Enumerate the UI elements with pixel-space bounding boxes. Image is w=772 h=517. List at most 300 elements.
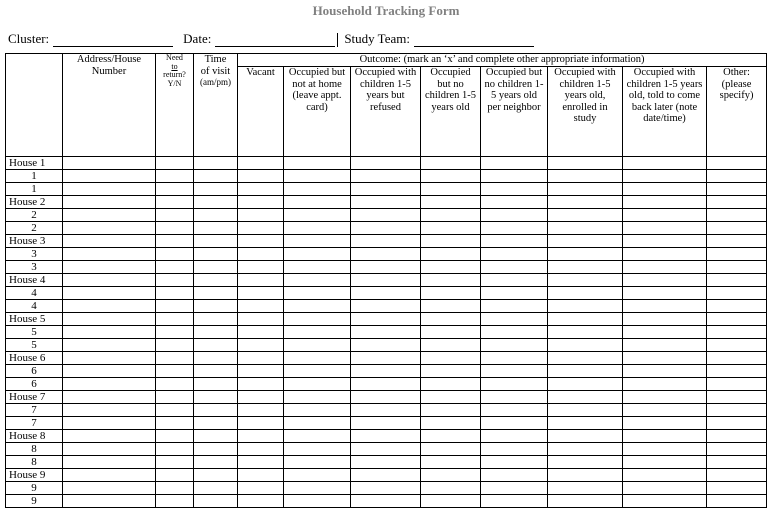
empty-cell bbox=[548, 222, 623, 235]
empty-cell bbox=[351, 313, 421, 326]
empty-cell bbox=[63, 313, 156, 326]
empty-cell bbox=[481, 313, 548, 326]
empty-cell bbox=[194, 326, 238, 339]
table-row-visit bbox=[6, 404, 767, 417]
empty-cell bbox=[156, 378, 194, 391]
empty-cell bbox=[284, 352, 351, 365]
empty-cell bbox=[548, 339, 623, 352]
empty-cell bbox=[238, 157, 284, 170]
empty-cell bbox=[351, 157, 421, 170]
empty-cell bbox=[284, 495, 351, 508]
empty-cell bbox=[63, 417, 156, 430]
empty-cell bbox=[284, 300, 351, 313]
empty-cell bbox=[156, 326, 194, 339]
empty-cell bbox=[707, 404, 767, 417]
empty-cell bbox=[238, 495, 284, 508]
empty-cell bbox=[284, 183, 351, 196]
empty-cell bbox=[548, 365, 623, 378]
empty-cell bbox=[238, 482, 284, 495]
empty-cell bbox=[156, 235, 194, 248]
empty-cell bbox=[351, 495, 421, 508]
empty-cell bbox=[284, 274, 351, 287]
empty-cell bbox=[421, 287, 481, 300]
empty-cell bbox=[284, 326, 351, 339]
empty-cell bbox=[284, 404, 351, 417]
row-label: House 3 bbox=[6, 235, 63, 248]
col-header-no-children: Occupied but no children 1-5 years old bbox=[421, 67, 481, 157]
empty-cell bbox=[238, 430, 284, 443]
empty-cell bbox=[156, 222, 194, 235]
empty-cell bbox=[194, 404, 238, 417]
table-row-visit bbox=[6, 170, 767, 183]
row-label: 7 bbox=[6, 417, 63, 430]
empty-cell bbox=[548, 417, 623, 430]
empty-cell bbox=[63, 404, 156, 417]
empty-cell bbox=[238, 326, 284, 339]
empty-cell bbox=[238, 222, 284, 235]
empty-cell bbox=[707, 300, 767, 313]
empty-cell bbox=[63, 261, 156, 274]
outcome-header: Outcome: (mark an ‘x’ and complete other appropriate information) bbox=[238, 54, 767, 67]
empty-cell bbox=[421, 404, 481, 417]
empty-cell bbox=[351, 339, 421, 352]
row-label: House 7 bbox=[6, 391, 63, 404]
col-header-occupied-not-home: Occupied but not at home (leave appt. card) bbox=[284, 67, 351, 157]
empty-cell bbox=[623, 378, 707, 391]
empty-cell bbox=[421, 157, 481, 170]
empty-cell bbox=[421, 300, 481, 313]
empty-cell bbox=[351, 469, 421, 482]
tracking-table bbox=[5, 53, 767, 508]
empty-cell bbox=[623, 196, 707, 209]
row-label: 7 bbox=[6, 404, 63, 417]
empty-cell bbox=[63, 287, 156, 300]
table-row-visit bbox=[6, 222, 767, 235]
table-row-visit bbox=[6, 339, 767, 352]
table-row-house bbox=[6, 313, 767, 326]
empty-cell bbox=[481, 443, 548, 456]
empty-cell bbox=[421, 430, 481, 443]
empty-cell bbox=[156, 170, 194, 183]
empty-cell bbox=[707, 482, 767, 495]
empty-cell bbox=[548, 287, 623, 300]
empty-cell bbox=[623, 443, 707, 456]
empty-cell bbox=[194, 365, 238, 378]
empty-cell bbox=[481, 469, 548, 482]
empty-cell bbox=[63, 339, 156, 352]
empty-cell bbox=[421, 170, 481, 183]
empty-cell bbox=[623, 209, 707, 222]
row-label: 3 bbox=[6, 248, 63, 261]
empty-cell bbox=[238, 261, 284, 274]
empty-cell bbox=[707, 183, 767, 196]
empty-cell bbox=[351, 222, 421, 235]
empty-cell bbox=[548, 495, 623, 508]
row-label: 4 bbox=[6, 300, 63, 313]
empty-cell bbox=[548, 170, 623, 183]
empty-cell bbox=[481, 326, 548, 339]
empty-cell bbox=[156, 469, 194, 482]
empty-cell bbox=[194, 430, 238, 443]
empty-cell bbox=[351, 235, 421, 248]
cluster-blank-line bbox=[53, 34, 173, 47]
empty-cell bbox=[481, 417, 548, 430]
row-label: 3 bbox=[6, 261, 63, 274]
empty-cell bbox=[63, 300, 156, 313]
empty-cell bbox=[548, 157, 623, 170]
empty-cell bbox=[238, 417, 284, 430]
empty-cell bbox=[284, 157, 351, 170]
empty-cell bbox=[707, 209, 767, 222]
empty-cell bbox=[284, 287, 351, 300]
empty-cell bbox=[707, 391, 767, 404]
empty-cell bbox=[481, 339, 548, 352]
empty-cell bbox=[156, 300, 194, 313]
empty-cell bbox=[194, 274, 238, 287]
empty-cell bbox=[238, 391, 284, 404]
empty-cell bbox=[156, 339, 194, 352]
empty-cell bbox=[238, 456, 284, 469]
empty-cell bbox=[707, 339, 767, 352]
empty-cell bbox=[481, 365, 548, 378]
table-row-house bbox=[6, 469, 767, 482]
empty-cell bbox=[481, 495, 548, 508]
empty-cell bbox=[351, 170, 421, 183]
empty-cell bbox=[156, 482, 194, 495]
empty-cell bbox=[238, 339, 284, 352]
tab-divider bbox=[337, 33, 338, 47]
empty-cell bbox=[63, 482, 156, 495]
empty-cell bbox=[548, 469, 623, 482]
empty-cell bbox=[156, 183, 194, 196]
empty-cell bbox=[481, 430, 548, 443]
empty-cell bbox=[481, 222, 548, 235]
empty-cell bbox=[63, 469, 156, 482]
empty-cell bbox=[421, 482, 481, 495]
empty-cell bbox=[421, 443, 481, 456]
empty-cell bbox=[194, 222, 238, 235]
table-row-visit bbox=[6, 183, 767, 196]
empty-cell bbox=[238, 352, 284, 365]
empty-cell bbox=[156, 404, 194, 417]
empty-cell bbox=[194, 417, 238, 430]
empty-cell bbox=[194, 352, 238, 365]
empty-cell bbox=[284, 248, 351, 261]
table-row-visit bbox=[6, 326, 767, 339]
empty-cell bbox=[156, 196, 194, 209]
empty-cell bbox=[351, 183, 421, 196]
empty-cell bbox=[63, 391, 156, 404]
empty-cell bbox=[548, 443, 623, 456]
empty-cell bbox=[481, 170, 548, 183]
empty-cell bbox=[284, 456, 351, 469]
col-header-other-specify: Other: (please specify) bbox=[707, 67, 767, 157]
table-row-house bbox=[6, 157, 767, 170]
empty-cell bbox=[707, 326, 767, 339]
empty-cell bbox=[238, 170, 284, 183]
empty-cell bbox=[421, 365, 481, 378]
empty-cell bbox=[194, 300, 238, 313]
row-label: House 6 bbox=[6, 352, 63, 365]
row-label: House 4 bbox=[6, 274, 63, 287]
empty-cell bbox=[623, 417, 707, 430]
need-to-return-text: Need to return? Y/N bbox=[163, 53, 186, 88]
empty-cell bbox=[194, 170, 238, 183]
empty-cell bbox=[63, 209, 156, 222]
empty-cell bbox=[421, 469, 481, 482]
table-row-visit bbox=[6, 248, 767, 261]
empty-cell bbox=[623, 482, 707, 495]
empty-cell bbox=[284, 339, 351, 352]
date-label: Date: bbox=[183, 31, 212, 46]
empty-cell bbox=[194, 456, 238, 469]
empty-cell bbox=[481, 456, 548, 469]
empty-cell bbox=[623, 456, 707, 469]
empty-cell bbox=[284, 235, 351, 248]
empty-cell bbox=[351, 287, 421, 300]
empty-cell bbox=[481, 196, 548, 209]
date-field bbox=[183, 31, 335, 47]
row-label: House 9 bbox=[6, 469, 63, 482]
empty-cell bbox=[707, 248, 767, 261]
empty-cell bbox=[481, 287, 548, 300]
empty-cell bbox=[351, 365, 421, 378]
empty-cell bbox=[351, 404, 421, 417]
empty-cell bbox=[623, 157, 707, 170]
empty-cell bbox=[421, 495, 481, 508]
empty-cell bbox=[351, 300, 421, 313]
empty-cell bbox=[284, 365, 351, 378]
empty-cell bbox=[623, 313, 707, 326]
outcome-header-row bbox=[6, 54, 767, 67]
empty-cell bbox=[351, 417, 421, 430]
empty-cell bbox=[63, 365, 156, 378]
empty-cell bbox=[351, 352, 421, 365]
table-row-visit bbox=[6, 443, 767, 456]
col-header-address-house-number: Address/House Number bbox=[63, 54, 156, 157]
empty-cell bbox=[623, 469, 707, 482]
row-label: House 5 bbox=[6, 313, 63, 326]
empty-cell bbox=[284, 313, 351, 326]
empty-cell bbox=[548, 209, 623, 222]
empty-cell bbox=[707, 365, 767, 378]
row-label: 5 bbox=[6, 326, 63, 339]
col-header-vacant: Vacant bbox=[238, 67, 284, 157]
empty-cell bbox=[194, 482, 238, 495]
table-row-visit bbox=[6, 300, 767, 313]
empty-cell bbox=[548, 482, 623, 495]
empty-cell bbox=[548, 391, 623, 404]
cluster-label: Cluster: bbox=[8, 31, 50, 46]
empty-cell bbox=[63, 157, 156, 170]
empty-cell bbox=[548, 404, 623, 417]
empty-cell bbox=[284, 443, 351, 456]
empty-cell bbox=[481, 482, 548, 495]
empty-cell bbox=[421, 261, 481, 274]
date-blank-line bbox=[215, 34, 335, 47]
empty-cell bbox=[481, 183, 548, 196]
empty-cell bbox=[156, 417, 194, 430]
empty-cell bbox=[481, 300, 548, 313]
empty-cell bbox=[421, 222, 481, 235]
empty-cell bbox=[238, 248, 284, 261]
empty-cell bbox=[63, 274, 156, 287]
table-row-visit bbox=[6, 495, 767, 508]
empty-cell bbox=[284, 170, 351, 183]
empty-cell bbox=[623, 222, 707, 235]
empty-cell bbox=[284, 469, 351, 482]
empty-cell bbox=[421, 313, 481, 326]
empty-cell bbox=[156, 495, 194, 508]
empty-cell bbox=[238, 469, 284, 482]
empty-cell bbox=[284, 430, 351, 443]
empty-cell bbox=[548, 313, 623, 326]
empty-cell bbox=[238, 196, 284, 209]
empty-cell bbox=[421, 378, 481, 391]
form-fields-row bbox=[8, 31, 772, 47]
table-row-visit bbox=[6, 365, 767, 378]
table-row-house bbox=[6, 235, 767, 248]
empty-cell bbox=[156, 248, 194, 261]
empty-cell bbox=[623, 404, 707, 417]
empty-cell bbox=[194, 183, 238, 196]
empty-cell bbox=[548, 352, 623, 365]
empty-cell bbox=[284, 261, 351, 274]
empty-cell bbox=[421, 274, 481, 287]
col-header-come-back-later: Occupied with children 1-5 years old, told to come back later (note date/time) bbox=[623, 67, 707, 157]
empty-cell bbox=[481, 352, 548, 365]
empty-cell bbox=[238, 378, 284, 391]
empty-cell bbox=[707, 456, 767, 469]
row-label: 2 bbox=[6, 222, 63, 235]
col-header-time-of-visit: Time of visit (am/pm) bbox=[194, 54, 238, 157]
empty-cell bbox=[707, 443, 767, 456]
empty-cell bbox=[156, 274, 194, 287]
table-row-house bbox=[6, 391, 767, 404]
empty-cell bbox=[284, 196, 351, 209]
empty-cell bbox=[707, 157, 767, 170]
row-label: 4 bbox=[6, 287, 63, 300]
empty-cell bbox=[707, 274, 767, 287]
empty-cell bbox=[63, 352, 156, 365]
empty-cell bbox=[351, 456, 421, 469]
table-row-house bbox=[6, 352, 767, 365]
study-team-field bbox=[344, 31, 534, 47]
empty-cell bbox=[284, 222, 351, 235]
empty-cell bbox=[548, 196, 623, 209]
empty-cell bbox=[421, 235, 481, 248]
row-label: 9 bbox=[6, 482, 63, 495]
col-header-occupied-refused: Occupied with children 1-5 years but refused bbox=[351, 67, 421, 157]
empty-cell bbox=[238, 274, 284, 287]
empty-cell bbox=[63, 248, 156, 261]
table-row-visit bbox=[6, 209, 767, 222]
empty-cell bbox=[707, 287, 767, 300]
empty-cell bbox=[156, 456, 194, 469]
empty-cell bbox=[623, 326, 707, 339]
empty-cell bbox=[623, 365, 707, 378]
empty-cell bbox=[623, 287, 707, 300]
empty-cell bbox=[421, 183, 481, 196]
empty-cell bbox=[421, 326, 481, 339]
table-row-house bbox=[6, 274, 767, 287]
empty-cell bbox=[194, 287, 238, 300]
empty-cell bbox=[156, 352, 194, 365]
empty-cell bbox=[548, 183, 623, 196]
empty-cell bbox=[284, 482, 351, 495]
empty-cell bbox=[623, 495, 707, 508]
empty-cell bbox=[238, 287, 284, 300]
row-label: 6 bbox=[6, 365, 63, 378]
empty-cell bbox=[351, 391, 421, 404]
empty-cell bbox=[238, 235, 284, 248]
empty-cell bbox=[548, 430, 623, 443]
empty-cell bbox=[481, 157, 548, 170]
empty-cell bbox=[421, 196, 481, 209]
empty-cell bbox=[623, 170, 707, 183]
empty-cell bbox=[351, 443, 421, 456]
empty-cell bbox=[548, 235, 623, 248]
empty-cell bbox=[156, 261, 194, 274]
row-label: House 8 bbox=[6, 430, 63, 443]
empty-cell bbox=[194, 209, 238, 222]
empty-cell bbox=[194, 313, 238, 326]
empty-cell bbox=[481, 378, 548, 391]
empty-cell bbox=[707, 261, 767, 274]
empty-cell bbox=[284, 209, 351, 222]
empty-cell bbox=[194, 248, 238, 261]
empty-cell bbox=[623, 261, 707, 274]
empty-cell bbox=[623, 183, 707, 196]
empty-cell bbox=[707, 495, 767, 508]
empty-cell bbox=[623, 274, 707, 287]
empty-cell bbox=[707, 417, 767, 430]
empty-cell bbox=[548, 274, 623, 287]
row-label: House 1 bbox=[6, 157, 63, 170]
empty-cell bbox=[63, 378, 156, 391]
row-label: 2 bbox=[6, 209, 63, 222]
empty-cell bbox=[623, 248, 707, 261]
empty-cell bbox=[623, 430, 707, 443]
empty-cell bbox=[238, 313, 284, 326]
empty-cell bbox=[548, 378, 623, 391]
empty-cell bbox=[63, 495, 156, 508]
empty-cell bbox=[194, 196, 238, 209]
empty-cell bbox=[623, 352, 707, 365]
empty-cell bbox=[548, 326, 623, 339]
empty-cell bbox=[238, 365, 284, 378]
table-row-visit bbox=[6, 287, 767, 300]
empty-cell bbox=[548, 300, 623, 313]
empty-cell bbox=[421, 209, 481, 222]
empty-cell bbox=[623, 300, 707, 313]
empty-cell bbox=[707, 222, 767, 235]
empty-cell bbox=[351, 248, 421, 261]
empty-cell bbox=[194, 235, 238, 248]
empty-cell bbox=[481, 209, 548, 222]
empty-cell bbox=[194, 157, 238, 170]
empty-cell bbox=[351, 196, 421, 209]
empty-cell bbox=[63, 196, 156, 209]
empty-cell bbox=[707, 170, 767, 183]
empty-cell bbox=[707, 352, 767, 365]
empty-cell bbox=[284, 417, 351, 430]
empty-cell bbox=[481, 404, 548, 417]
empty-cell bbox=[63, 443, 156, 456]
empty-cell bbox=[63, 183, 156, 196]
empty-cell bbox=[63, 430, 156, 443]
empty-cell bbox=[548, 261, 623, 274]
